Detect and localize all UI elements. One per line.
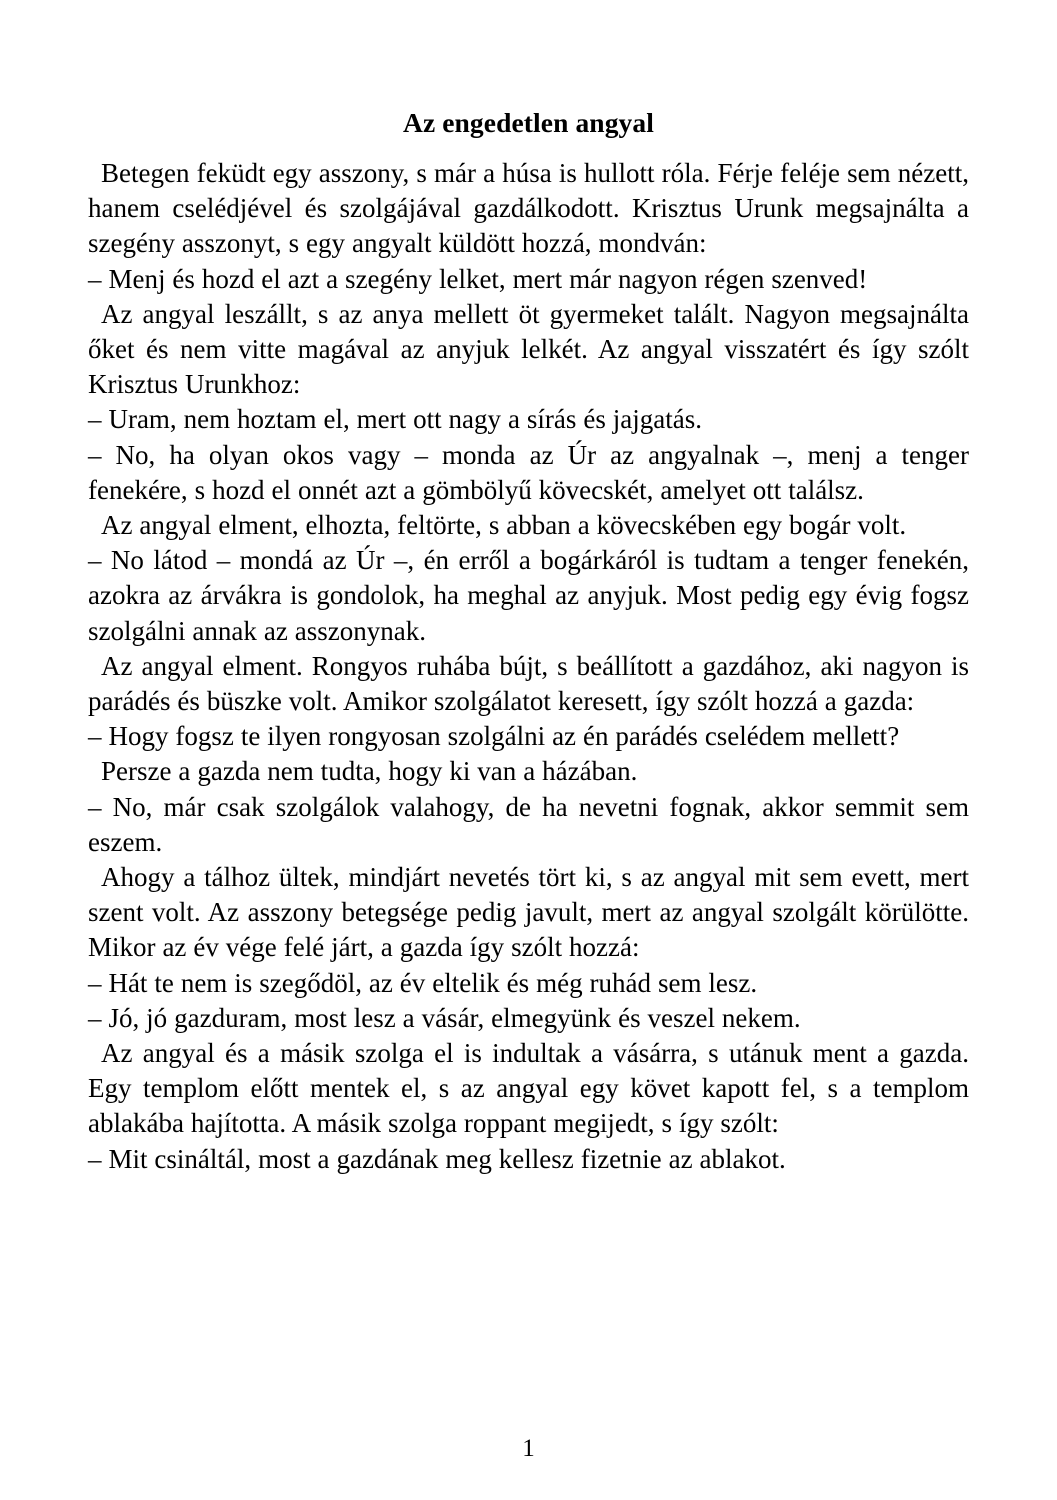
narrative-paragraph: Persze a gazda nem tudta, hogy ki van a házában. <box>101 756 638 787</box>
dialogue-paragraph: – Menj és hozd el azt a szegény lelket, mert már nagyon régen szenved! <box>88 263 868 294</box>
dialogue-paragraph: – Jó, jó gazduram, most lesz a vásár, elmegyünk és veszel nekem. <box>88 1002 801 1033</box>
dialogue-paragraph: – Uram, nem hoztam el, mert ott nagy a sírás és jajgatás. <box>88 404 703 435</box>
narrative-paragraph: Az angyal elment. Rongyos ruhába bújt, s beállított a gazdához, aki nagyon is parádés és büszke volt. Amikor szolgálatot keresett, így szólt hozzá a gazda: <box>88 650 969 717</box>
page-title: Az engedetlen angyal <box>402 107 654 139</box>
dialogue-paragraph: – Mit csináltál, most a gazdának meg kellesz fizetnie az ablakot. <box>88 1143 786 1174</box>
dialogue-paragraph: – Hát te nem is szegődöl, az év eltelik és még ruhád sem lesz. <box>88 967 758 998</box>
dialogue-paragraph: – Hogy fogsz te ilyen rongyosan szolgálni az én parádés cselédem mellett? <box>88 721 900 752</box>
dialogue-paragraph: – No látod – mondá az Úr –, én erről a bogárkáról is tudtam a tenger fenekén, azokra az árvákra is gondolok, ha meghal az anyjuk. Most pedig egy évig fogsz szolgálni annak az asszonynak. <box>88 545 969 646</box>
page-number: 1 <box>522 1435 535 1462</box>
narrative-paragraph: Az angyal leszállt, s az anya mellett öt gyermeket talált. Nagyon megsajnálta őket és nem vitte magával az anyjuk lelkét. Az angyal visszatért és így szólt Krisztus Urunkhoz: <box>88 298 969 400</box>
narrative-paragraph: Az angyal és a másik szolga el is indultak a vásárra, s utánuk ment a gazda. Egy templom előtt mentek el, s az angyal egy követ kapott fel, s a templom ablakába hajította. A másik szolga roppant megijedt, s így szólt: <box>88 1038 969 1139</box>
dialogue-paragraph: – No, ha olyan okos vagy – monda az Úr az angyalnak –, menj a tenger fenekére, s hozd el onnét azt a gömbölyű kövecskét, amelyet ott találsz. <box>88 439 969 505</box>
dialogue-paragraph: – No, már csak szolgálok valahogy, de ha nevetni fognak, akkor semmit sem eszem. <box>88 791 969 857</box>
narrative-paragraph: Betegen feküdt egy asszony, s már a húsa is hullott róla. Férje feléje sem nézett, hanem cselédjével és szolgájával gazdálkodott. Krisztus Urunk megsajnálta a szegény asszonyt, s egy angyalt küldött hozzá, mondván: <box>88 158 969 259</box>
body-text-block <box>88 156 969 1177</box>
narrative-paragraph: Az angyal elment, elhozta, feltörte, s abban a kövecskében egy bogár volt. <box>101 510 907 541</box>
narrative-paragraph: Ahogy a tálhoz ültek, mindjárt nevetés tört ki, s az angyal mit sem evett, mert szent volt. Az asszony betegsége pedig javult, mert az angyal szolgált körülötte. Mikor az év vége felé járt, a gazda így szólt hozzá: <box>88 862 969 963</box>
